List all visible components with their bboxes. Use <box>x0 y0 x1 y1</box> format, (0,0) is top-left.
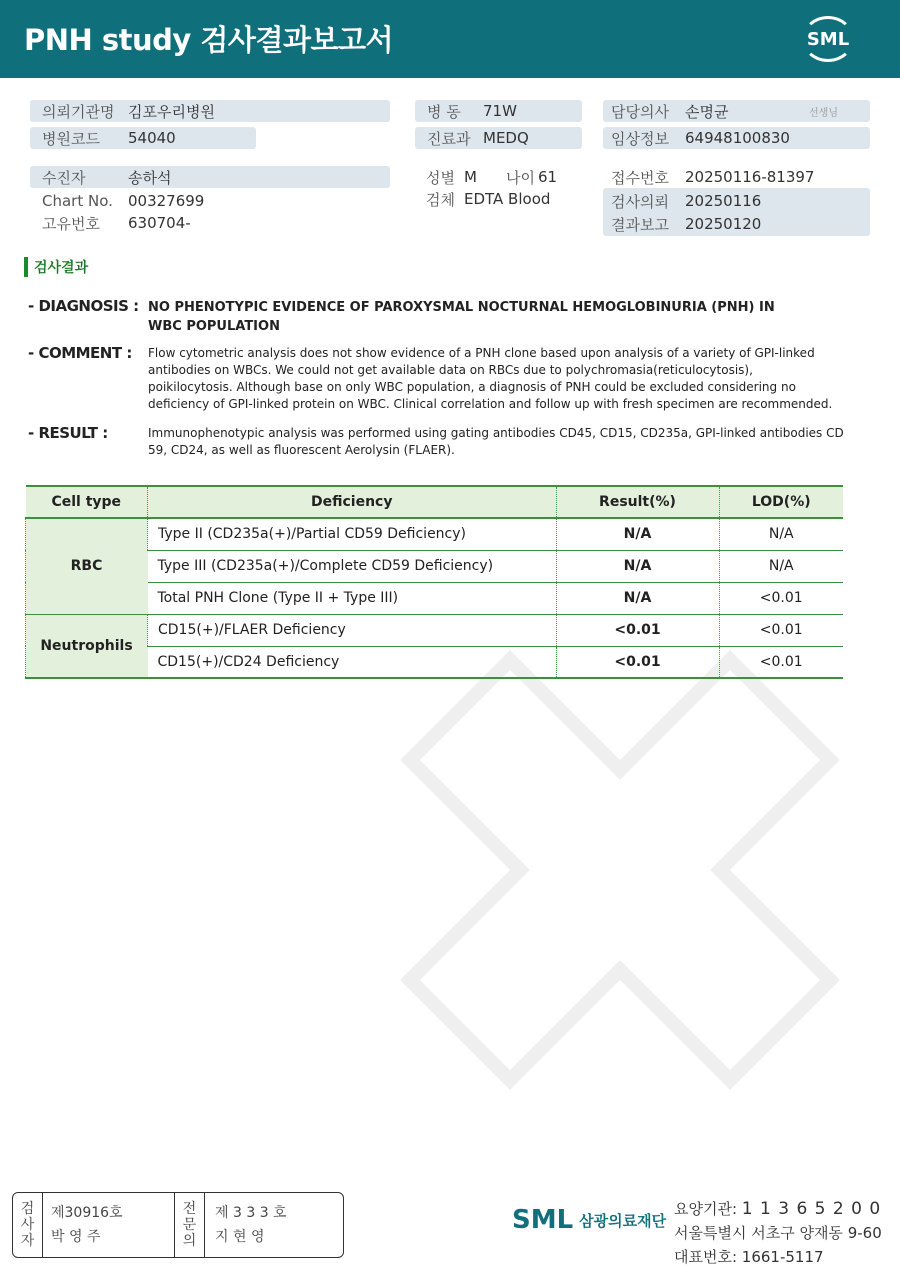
section-title: 검사결과 <box>24 257 88 277</box>
cross-watermark-icon <box>360 620 900 1180</box>
sml-logo: SML <box>802 16 854 62</box>
uid-field: 고유번호 630704- <box>42 214 191 233</box>
table-row: Neutrophils CD15(+)/FLAER Deficiency <0.01 <0.01 <box>26 614 844 646</box>
code-field: 병원코드 54040 <box>30 127 256 149</box>
table-row: Total PNH Clone (Type II + Type III) N/A <0.01 <box>26 582 844 614</box>
chart-field: Chart No. 00327699 <box>42 192 205 210</box>
report-header <box>0 0 900 78</box>
receipt-field: 접수번호 20250116-81397 <box>611 168 815 187</box>
report-date-field: 결과보고 20250120 <box>611 215 762 234</box>
table-row: RBC Type II (CD235a(+)/Partial CD59 Deficiency) N/A N/A <box>26 518 844 550</box>
report-title: PNH study 검사결과보고서 <box>24 23 394 57</box>
table-row: Type III (CD235a(+)/Complete CD59 Deficiency) N/A N/A <box>26 550 844 582</box>
patient-field: 수진자 송하석 <box>30 166 390 188</box>
footer-info: 요양기관: 1 1 3 6 5 2 0 0 서울특별시 서초구 양재동 9-60 대표번호: 1661-5117 <box>674 1199 882 1266</box>
specimen-field: 검체 EDTA Blood <box>426 190 551 209</box>
dept-field: 진료과 MEDQ <box>415 127 582 149</box>
ward-field: 병 동 71W <box>415 100 582 122</box>
table-header: Cell type Deficiency Result(%) LOD(%) <box>26 486 844 518</box>
footer-logo: SML 삼광의료재단 <box>512 1205 667 1235</box>
hospital-field: 의뢰기관명 김포우리병원 <box>30 100 390 122</box>
clinical-field: 임상정보 64948100830 <box>603 127 870 149</box>
request-field: 검사의뢰 20250116 <box>611 192 762 211</box>
results-table <box>25 485 843 679</box>
sex-age-field: 성별 M 나이 61 <box>426 168 558 187</box>
signature-box: 검 사 자 제30916호 박 영 주 전 문 의 제 3 3 3 호 지 현 영 <box>12 1192 344 1258</box>
doctor-field: 담당의사 손명균 선생님 <box>603 100 870 122</box>
table-row: CD15(+)/CD24 Deficiency <0.01 <0.01 <box>26 646 844 678</box>
